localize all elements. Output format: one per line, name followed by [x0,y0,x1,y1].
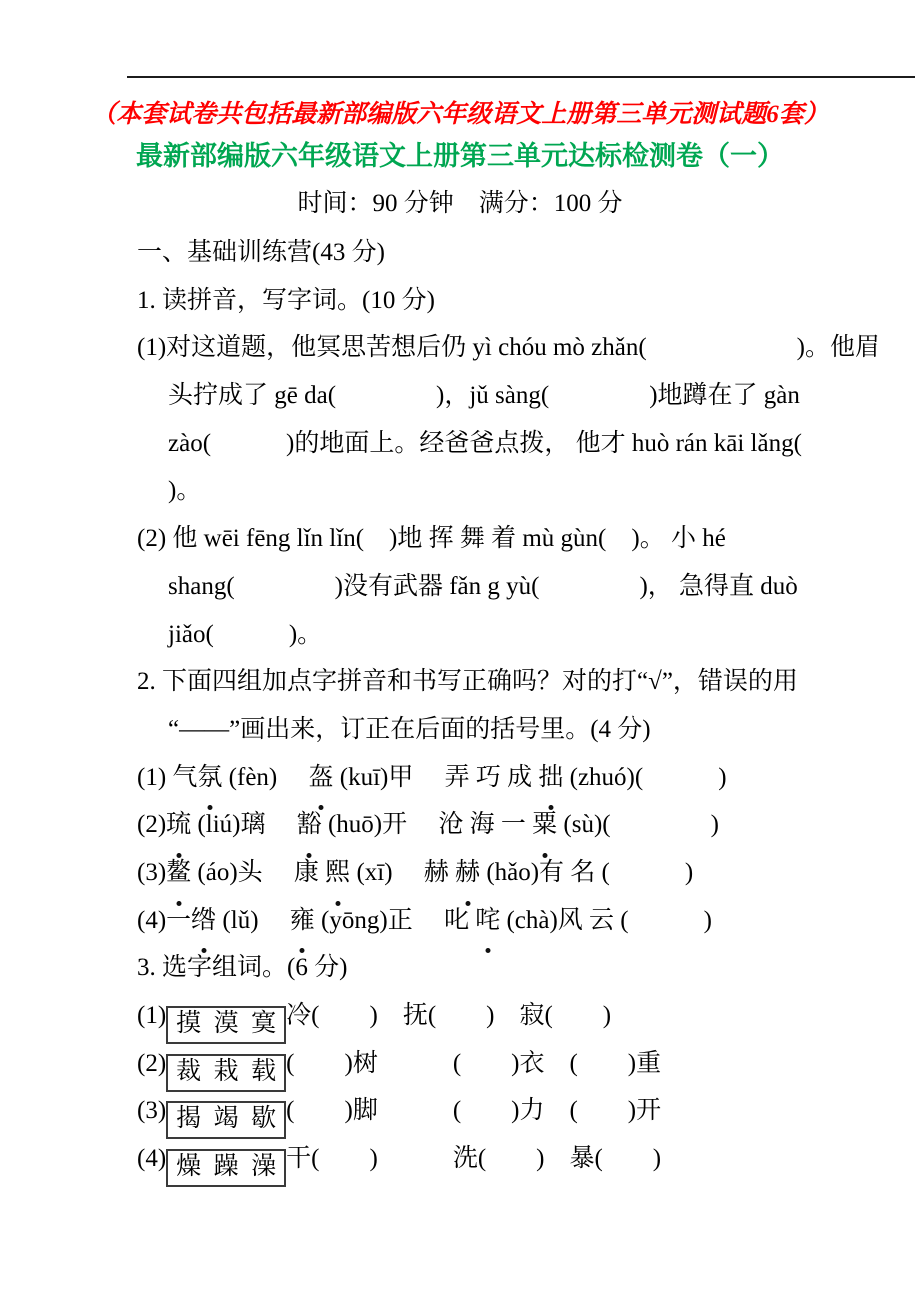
dotted-char: 拙 [538,754,563,802]
q3-row-label: (1) [137,1002,167,1029]
text-run: (liú)璃 [191,811,297,839]
text-run: (chà)风 云 ( ) [500,906,712,934]
q1-line: 头拧成了 gē da( )，jǔ sàng( )地蹲在了 gàn [168,382,800,410]
text-run: (3) [137,858,167,886]
dotted-char: 咤 [475,897,500,945]
page-header-rule [127,76,915,78]
q3-char-box: 摸 漠 寞 [166,1006,286,1044]
text-run: (yōng)正 叱 [314,906,476,934]
q3-char-box: 裁 栽 载 [166,1054,286,1092]
q1-line: shang( )没有武器 fǎn g yù( )， 急得直 duò [168,572,798,600]
q3-row-blanks: 冷( ) 抚( ) 寂( ) [286,1002,612,1029]
q1-line: )。 [168,477,202,505]
q3-row-blanks: ( )树 ( )衣 ( )重 [286,1049,662,1077]
q1-line: (2) 他 wēi fēng lǐn lǐn( )地 挥 舞 着 mù gùn( )。 小 hé [137,525,726,553]
dotted-char: 豁 [297,801,322,849]
q1-line: zào( )的地面上。经爸爸点拨， 他才 huò rán kāi lǎng( [168,429,802,457]
text-run: (zhuó)( ) [563,763,727,791]
q2-item [137,801,880,849]
q3-row-blanks: ( )脚 ( )力 ( )开 [286,1097,662,1125]
text-run: (lǔ) [216,906,290,934]
q3-row [137,1135,880,1183]
text-run: (fèn) [222,763,309,791]
q3-row-label: (2) [137,1049,167,1077]
q3-row [137,1040,880,1088]
q1-line: (1)对这道题，他冥思苦想后仍 yì chóu mò zhǎn( )。他眉 [137,334,880,362]
q3-row-label: (4) [137,1145,167,1173]
q3-char-box: 燥 躁 澡 [166,1149,286,1187]
dotted-char: 盔 [309,754,334,802]
dotted-char: 熙 [325,849,350,897]
dotted-char: 鳌 [166,849,191,897]
dotted-char: 雍 [290,897,315,945]
text-run: (huō)开 沧 海 一 [321,811,533,839]
q1-line: jiǎo( )。 [168,620,323,648]
text-run: (1) 气 [137,763,198,791]
dotted-char: 赫 [455,849,480,897]
q3-char-box: 揭 竭 歇 [166,1101,286,1139]
exam-title: 最新部编版六年级语文上册第三单元达标检测卷（一） [136,141,784,171]
text-run: (xī) 赫 [350,858,456,886]
text-run: (kuī)甲 弄 巧 成 [333,763,539,791]
q2-heading-line1: 2. 下面四组加点字拼音和书写正确吗？对的打“√”，错误的用 [137,668,798,696]
q2-item [137,849,880,897]
dotted-char: 绺 [191,897,216,945]
q3-row [137,992,880,1040]
text-run: (sù)( ) [557,811,719,839]
text-run: (4)一 [137,906,192,934]
q2-heading-line2: “——”画出来，订正在后面的括号里。(4 分) [168,715,651,743]
exam-time-score-meta: 时间：90 分钟 满分：100 分 [297,190,623,217]
text-run: (áo)头 康 [191,858,326,886]
text-run: (2) [137,811,167,839]
text-run: (hǎo)有 名 ( ) [480,858,694,886]
exam-set-notice: （本套试卷共包括最新部编版六年级语文上册第三单元测试题6套） [91,101,829,128]
q3-row-blanks: 干( ) 洗( ) 暴( ) [286,1145,662,1173]
q2-item [137,754,880,802]
exam-body [137,229,880,1183]
section-heading: 一、基础训练营(43 分) [137,239,385,266]
q3-row-label: (3) [137,1097,167,1125]
q3-heading: 3. 选字组词。(6 分) [137,954,348,982]
q1-heading: 1. 读拼音，写字词。(10 分) [137,286,435,314]
q2-item [137,897,880,945]
q3-row [137,1087,880,1135]
dotted-char: 琉 [166,801,191,849]
dotted-char: 氛 [197,754,222,802]
dotted-char: 粟 [532,801,557,849]
